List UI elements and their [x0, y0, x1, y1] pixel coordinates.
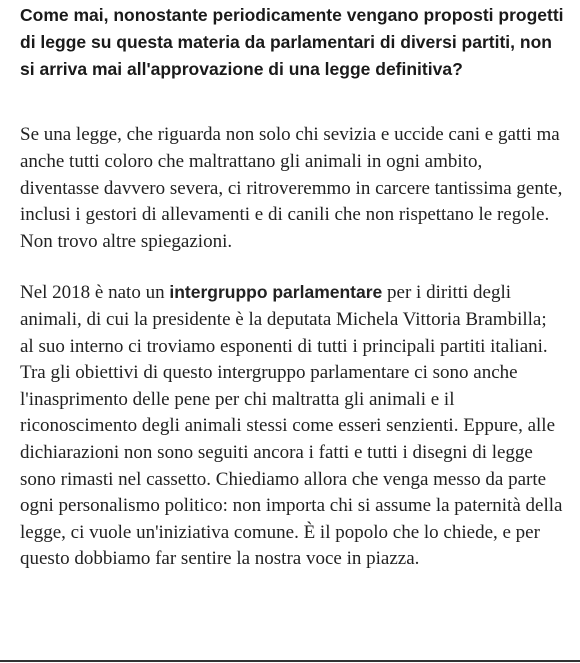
- answer-paragraph-1: Se una legge, che riguarda non solo chi sevizia e uccide cani e gatti ma anche tutti coloro che maltrattano gli animali in ogni ambito, diventasse davvero severa, ci ritroveremmo in carcere tantissima gente, inclusi i gestori di allevamenti e di canili che non rispettano le regole. Non trovo altre spiegazioni.: [20, 124, 563, 252]
- article-body: [20, 0, 565, 573]
- bottom-divider: [0, 660, 580, 662]
- answer-paragraph-2: [20, 279, 565, 573]
- paragraph-text-after: per i diritti degli animali, di cui la presidente è la deputata Michela Vittoria Brambilla; al suo interno ci troviamo esponenti di tutti i principali partiti italiani. Tra gli obiettivi di questo intergruppo parlamentare ci sono anche l'inasprimento delle pene per chi maltratta gli animali e il riconoscimento degli animali stessi come esseri senzienti. Eppure, alle dichiarazioni non sono seguiti ancora i fatti e tutti i disegni di legge sono rimasti nel cassetto. Chiediamo allora che venga messo da parte ogni personalismo politico: non importa chi si assume la paternità della legge, ci vuole un'iniziativa comune. È il popolo che lo chiede, e per questo dobbiamo far sentire la nostra voce in piazza.: [20, 282, 563, 570]
- interview-question: Come mai, nonostante periodicamente vengano proposti progetti di legge su questa materia da parlamentari di diversi partiti, non si arriva mai all'approvazione di una legge definitiva?: [20, 5, 564, 79]
- highlighted-term: intergruppo parlamentare: [169, 282, 383, 303]
- paragraph-text-before: Nel 2018 è nato un: [20, 282, 170, 304]
